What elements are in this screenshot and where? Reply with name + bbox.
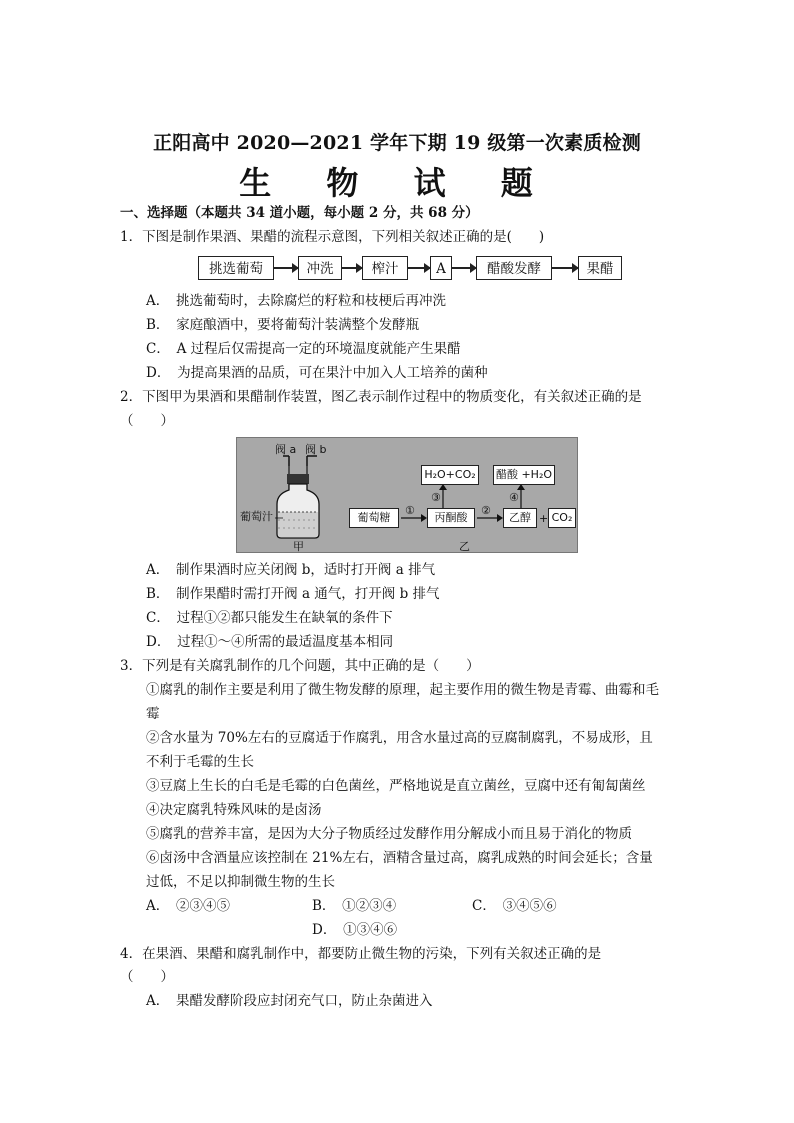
question-3-option-b: B． ①②③④ <box>312 898 397 914</box>
flow-step-2: 冲洗 <box>298 256 342 280</box>
flow-arrow-icon <box>342 267 362 269</box>
valve-b-label: 阀 b <box>305 443 327 456</box>
grape-juice-label: 葡萄汁 <box>240 510 273 523</box>
question-2-option-c: C． 过程①②都只能发生在缺氧的条件下 <box>146 610 393 626</box>
question-3-item: ③豆腐上生长的白毛是毛霉的白色菌丝，严格地说是直立菌丝，豆腐中还有匍匐菌丝 <box>146 778 646 794</box>
flow-step-6: 果醋 <box>578 256 622 280</box>
flow-step-3: 榨汁 <box>362 256 408 280</box>
question-2-figure <box>236 437 578 553</box>
question-2-option-d: D． 过程①～④所需的最适温度基本相同 <box>146 634 394 650</box>
question-3-item: 过低，不足以抑制微生物的生长 <box>146 874 335 890</box>
question-2-option-b: B． 制作果醋时需打开阀 a 通气，打开阀 b 排气 <box>146 586 440 602</box>
question-3-item: ④决定腐乳特殊风味的是卤汤 <box>146 802 322 818</box>
question-3-item: 霉 <box>146 706 160 722</box>
exam-title: 正阳高中 2020—2021 学年下期 19 级第一次素质检测 <box>153 132 641 154</box>
ethanol-box: 乙醇 <box>503 508 537 528</box>
question-3-item: ⑥卤汤中含酒量应该控制在 21%左右，酒精含量过高，腐乳成熟的时间会延长；含量 <box>146 850 653 866</box>
step-4-marker: ④ <box>509 491 519 504</box>
question-3-option-d: D． ①③④⑥ <box>312 922 398 938</box>
question-2-stem-bracket: （ ） <box>120 413 174 429</box>
question-1-option-b: B． 家庭酿酒中，要将葡萄汁装满整个发酵瓶 <box>146 317 420 333</box>
question-4-stem: 4．在果酒、果醋和腐乳制作中，都要防止微生物的污染，下列有关叙述正确的是 <box>120 946 602 962</box>
question-3-item: 不利于毛霉的生长 <box>146 754 254 770</box>
question-2-option-a: A． 制作果酒时应关闭阀 b，适时打开阀 a 排气 <box>146 562 436 578</box>
flow-step-4: A <box>430 256 452 280</box>
plus-sign: + <box>539 512 549 525</box>
question-3-option-c: C． ③④⑤⑥ <box>472 898 557 914</box>
question-4-option-a: A． 果醋发酵阶段应封闭充气口，防止杂菌进入 <box>146 993 433 1009</box>
subject-title: 生 物 试 题 <box>239 164 555 202</box>
question-4-stem-bracket: （ ） <box>120 969 174 985</box>
pyruvate-box: 丙酮酸 <box>427 508 475 528</box>
glucose-box: 葡萄糖 <box>349 508 399 528</box>
question-1-option-d: D． 为提高果酒的品质，可在果汁中加入人工培养的菌种 <box>146 365 488 381</box>
question-3-option-a: A． ②③④⑤ <box>146 898 230 914</box>
flow-arrow-icon <box>274 267 298 269</box>
question-2-stem: 2．下图甲为果酒和果醋制作装置，图乙表示制作过程中的物质变化，有关叙述正确的是 <box>120 389 642 405</box>
question-1-option-a: A． 挑选葡萄时，去除腐烂的籽粒和枝梗后再冲洗 <box>146 293 446 309</box>
flow-arrow-icon <box>552 267 578 269</box>
co2-box: CO₂ <box>548 508 576 528</box>
question-1-flow-diagram <box>198 256 622 282</box>
valve-a-label: 阀 a <box>275 443 297 456</box>
step-3-marker: ③ <box>431 491 441 504</box>
question-3-item: ②含水量为 70%左右的豆腐适于作腐乳，用含水量过高的豆腐制腐乳，不易成形，且 <box>146 730 653 746</box>
question-1-option-c: C． A 过程后仅需提高一定的环境温度就能产生果醋 <box>146 341 461 357</box>
question-3-item: ①腐乳的制作主要是利用了微生物发酵的原理，起主要作用的微生物是青霉、曲霉和毛 <box>146 682 659 698</box>
step-2-marker: ② <box>481 504 491 517</box>
question-1-stem: 1．下图是制作果酒、果醋的流程示意图，下列相关叙述正确的是( ) <box>120 229 545 245</box>
flow-step-1: 挑选葡萄 <box>198 256 274 280</box>
flow-arrow-icon <box>408 267 430 269</box>
figure-jia-label: 甲 <box>293 540 304 553</box>
step-1-marker: ① <box>405 504 415 517</box>
flow-step-5: 醋酸发酵 <box>476 256 552 280</box>
acetic-acid-h2o-box: 醋酸 +H₂O <box>493 465 555 485</box>
question-3-item: ⑤腐乳的营养丰富，是因为大分子物质经过发酵作用分解成小而且易于消化的物质 <box>146 826 632 842</box>
figure-yi-label: 乙 <box>459 540 470 553</box>
flow-arrow-icon <box>452 267 476 269</box>
h2o-co2-box: H₂O+CO₂ <box>421 465 479 485</box>
question-3-stem: 3．下列是有关腐乳制作的几个问题，其中正确的是（ ） <box>120 658 480 674</box>
section-heading: 一、选择题（本题共 34 道小题，每小题 2 分，共 68 分） <box>120 205 479 221</box>
